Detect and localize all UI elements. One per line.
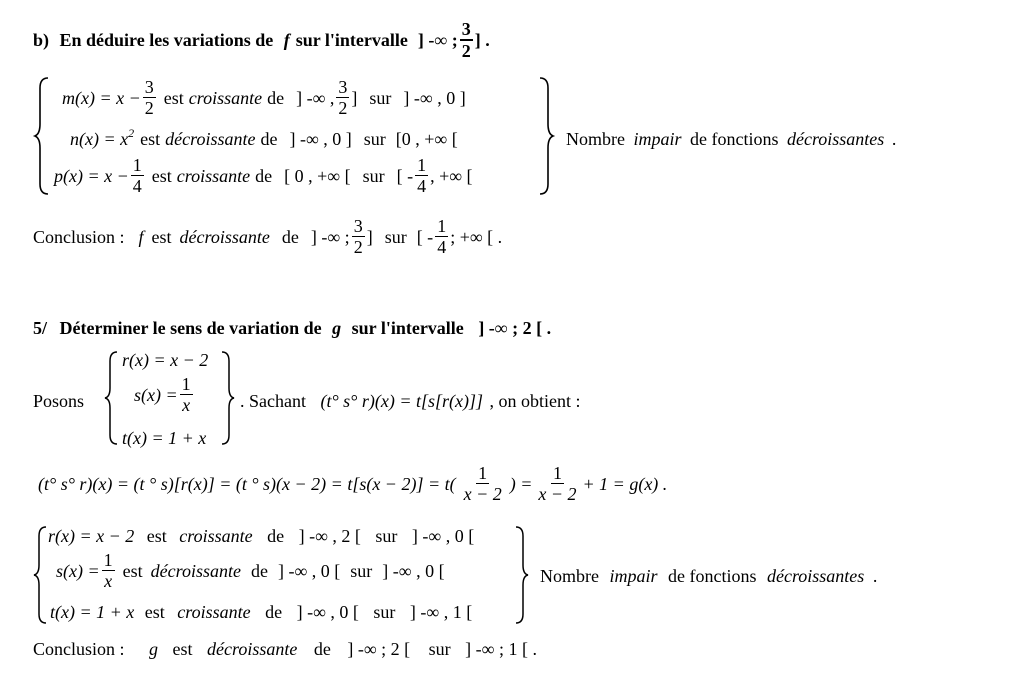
s-fraction <box>102 551 115 590</box>
p-est: est <box>151 165 172 186</box>
m-interval1-fraction <box>336 78 349 117</box>
r-interval1: ] -∞ , 2 [ <box>298 526 361 546</box>
fraction-denominator: 2 <box>461 41 471 61</box>
heading-b <box>33 20 490 60</box>
right-brace-icon <box>514 525 532 625</box>
posons-s-lhs: s(x) = <box>134 384 178 405</box>
conclusion-2-interval2: ] -∞ ; 1 [ . <box>465 639 537 659</box>
t-definition: t(x) = 1 + x <box>50 602 135 622</box>
note-impair: impair <box>633 129 682 149</box>
composition-line <box>38 464 667 503</box>
note-period: . <box>891 129 897 149</box>
heading-5-interval: ] -∞ ; 2 [ . <box>478 318 552 338</box>
t-de: de <box>265 602 283 622</box>
conclusion-1-interval2-open: [ - <box>416 226 434 247</box>
fraction-denominator: x <box>182 395 191 415</box>
composition-fraction-2 <box>536 464 578 503</box>
posons-s <box>134 375 195 414</box>
m-interval1-open: ] -∞ , <box>296 87 335 108</box>
conclusion-2-de: de <box>313 639 331 659</box>
heading-b-on: sur l'intervalle <box>295 30 408 50</box>
posons-obtient: , on obtient : <box>489 391 581 411</box>
conclusion-1-est: est <box>151 226 172 247</box>
p-de: de <box>255 165 273 186</box>
note-nombre: Nombre <box>540 566 599 586</box>
fraction-numerator: 1 <box>478 463 488 483</box>
conclusion-1-kind: décroissante <box>179 226 270 247</box>
m-de: de <box>267 87 285 108</box>
fraction-numerator: 3 <box>353 216 363 236</box>
conclusion-2-interval1: ] -∞ ; 2 [ <box>347 639 411 659</box>
note-fonctions: de fonctions <box>690 129 779 149</box>
note-decroissantes: décroissantes <box>766 566 865 586</box>
fraction-denominator: x <box>104 571 113 591</box>
heading-5-label: 5/ <box>33 318 48 338</box>
t-interval1: ] -∞ , 0 [ <box>296 602 359 622</box>
n-de: de <box>260 129 278 149</box>
n-est: est <box>140 129 161 149</box>
fraction-denominator: 4 <box>437 237 447 257</box>
s-de: de <box>250 560 268 581</box>
conclusion-2-sur: sur <box>428 639 451 659</box>
t-sur: sur <box>373 602 396 622</box>
m-interval1-close: ] <box>351 87 358 108</box>
conclusion-1-label: Conclusion : <box>33 226 125 247</box>
sys1-row-n <box>70 126 458 149</box>
fraction-numerator: 1 <box>437 216 447 236</box>
fraction-numerator: 1 <box>181 374 191 394</box>
sys2-row-t <box>50 603 472 621</box>
s-kind: décroissante <box>150 560 241 581</box>
conclusion-2-kind: décroissante <box>207 639 298 659</box>
conclusion-1-fraction-b <box>435 217 448 256</box>
heading-b-f: f <box>283 30 290 50</box>
fraction-numerator: 3 <box>461 19 471 39</box>
n-interval2: [0 , +∞ [ <box>395 129 458 149</box>
note-impair: impair <box>609 566 658 586</box>
n-kind: décroissante <box>165 129 256 149</box>
left-brace-icon <box>34 76 54 196</box>
m-sur: sur <box>369 87 392 108</box>
composition-part3: + 1 = g(x) . <box>582 473 668 494</box>
conclusion-2-label: Conclusion : <box>33 639 125 659</box>
note-fonctions: de fonctions <box>668 566 757 586</box>
n-lhs: n(x) = x <box>70 129 129 149</box>
s-interval1: ] -∞ , 0 [ <box>277 560 341 581</box>
n-exponent: 2 <box>128 126 135 140</box>
posons-s-fraction <box>180 375 193 414</box>
fraction-numerator: 1 <box>417 155 427 175</box>
composition-part1: (t° s° r)(x) = (t ° s)[r(x)] = (t ° s)(x − 2) = t[s(x − 2)] = t( <box>38 473 456 494</box>
fraction-numerator: 1 <box>103 550 113 570</box>
conclusion-1-interval2-close: ; +∞ [ . <box>450 226 503 247</box>
composition-fraction-1 <box>462 464 504 503</box>
right-brace-icon <box>538 76 558 196</box>
conclusion-1-interval1-close: ] <box>366 226 373 247</box>
posons-r: r(x) = x − 2 <box>122 350 209 370</box>
p-definition: p(x) = x − <box>54 165 129 186</box>
fraction-numerator: 3 <box>338 77 348 97</box>
fraction-denominator: x − 2 <box>463 484 502 504</box>
note-nombre: Nombre <box>566 129 625 149</box>
n-sur: sur <box>363 129 386 149</box>
s-interval2: ] -∞ , 0 [ <box>382 560 445 581</box>
r-est: est <box>146 526 167 546</box>
sys2-row-r <box>48 527 474 545</box>
conclusion-1 <box>33 217 502 256</box>
m-kind: croissante <box>188 87 263 108</box>
posons-after <box>240 392 581 410</box>
heading-b-title: En déduire les variations de <box>59 30 274 50</box>
note-decroissantes: décroissantes <box>786 129 885 149</box>
fraction-numerator: 1 <box>552 463 562 483</box>
fraction-denominator: 4 <box>417 176 427 196</box>
p-fraction <box>131 156 144 195</box>
heading-5-g: g <box>332 318 342 338</box>
p-interval2-close: , +∞ [ <box>430 165 473 186</box>
sys1-row-p <box>54 156 473 195</box>
heading-b-label: b) <box>33 30 50 50</box>
p-interval1: [ 0 , +∞ [ <box>284 165 351 186</box>
heading-5-title: Déterminer le sens de variation de <box>59 318 322 338</box>
r-sur: sur <box>375 526 398 546</box>
heading-b-fraction <box>460 20 473 60</box>
conclusion-2 <box>33 640 537 658</box>
posons-composition: (t° s° r)(x) = t[s[r(x)]] <box>320 391 484 411</box>
fraction-denominator: x − 2 <box>538 484 577 504</box>
conclusion-1-interval1-open: ] -∞ ; <box>310 226 350 247</box>
p-sur: sur <box>362 165 385 186</box>
posons-t: t(x) = 1 + x <box>122 428 207 448</box>
conclusion-2-est: est <box>172 639 193 659</box>
conclusion-1-de: de <box>281 226 299 247</box>
t-interval2: ] -∞ , 1 [ <box>409 602 473 622</box>
heading-b-interval-open: ] -∞ ; <box>417 30 458 50</box>
left-brace-icon <box>104 350 122 446</box>
conclusion-2-g: g <box>149 639 159 659</box>
fraction-numerator: 1 <box>132 155 142 175</box>
fraction-denominator: 2 <box>353 237 363 257</box>
t-est: est <box>144 602 165 622</box>
p-interval2-open: [ - <box>396 165 414 186</box>
fraction-denominator: 2 <box>144 98 154 118</box>
s-sur: sur <box>350 560 373 581</box>
sys1-row-m <box>62 78 466 117</box>
fraction-denominator: 4 <box>132 176 142 196</box>
p-interval2-fraction <box>415 156 428 195</box>
fraction-denominator: 2 <box>338 98 348 118</box>
t-kind: croissante <box>177 602 251 622</box>
p-kind: croissante <box>176 165 251 186</box>
s-lhs: s(x) = <box>56 560 100 581</box>
note-period: . <box>872 566 878 586</box>
r-interval2: ] -∞ , 0 [ <box>411 526 475 546</box>
conclusion-1-fraction-a <box>352 217 365 256</box>
m-definition: m(x) = x − <box>62 87 141 108</box>
m-interval2: ] -∞ , 0 ] <box>403 87 466 108</box>
r-kind: croissante <box>179 526 253 546</box>
r-de: de <box>267 526 285 546</box>
heading-5-on: sur l'intervalle <box>351 318 464 338</box>
m-fraction <box>143 78 156 117</box>
r-definition: r(x) = x − 2 <box>48 526 135 546</box>
sys2-row-s <box>56 551 445 590</box>
sys2-note <box>540 567 877 585</box>
heading-b-interval-close: ] . <box>474 30 490 50</box>
right-brace-icon <box>220 350 238 446</box>
s-est: est <box>122 560 143 581</box>
n-interval1: ] -∞ , 0 ] <box>289 129 352 149</box>
conclusion-1-f: f <box>138 226 144 247</box>
n-definition <box>70 126 135 149</box>
composition-part2: ) = <box>509 473 533 494</box>
sys1-note <box>566 130 896 148</box>
m-est: est <box>163 87 184 108</box>
fraction-numerator: 3 <box>144 77 154 97</box>
posons-sachant: . Sachant <box>240 391 306 411</box>
posons-label: Posons <box>33 391 85 411</box>
conclusion-1-sur: sur <box>384 226 407 247</box>
heading-5 <box>33 319 551 337</box>
